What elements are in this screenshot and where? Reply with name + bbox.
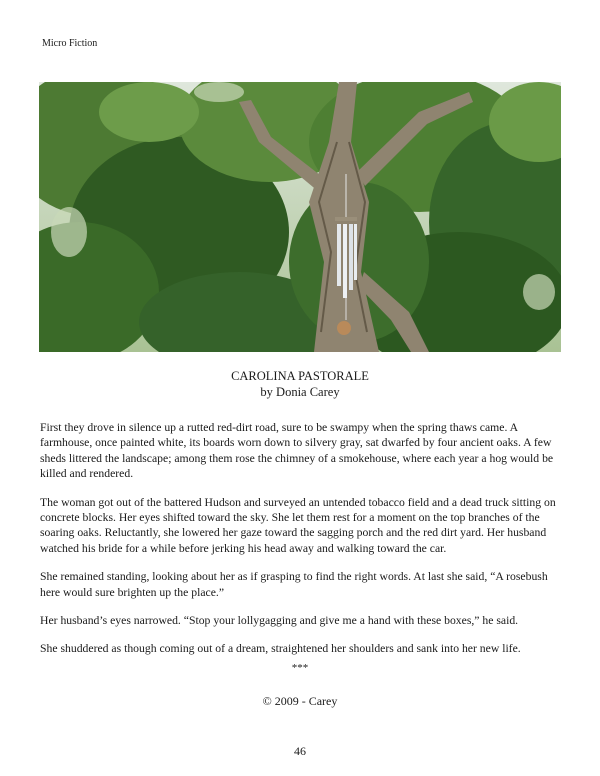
paragraph: Her husband’s eyes narrowed. “Stop your lollygagging and give me a hand with these boxes,” he said. [40, 614, 519, 628]
story-title: CAROLINA PASTORALE [231, 369, 369, 383]
story-body [40, 420, 562, 670]
story-byline: by Donia Carey [260, 385, 340, 399]
paragraph: She shuddered as though coming out of a dream, straightened her shoulders and sank into her new life. [40, 642, 521, 656]
paragraph: First they drove in silence up a rutted red-dirt road, sure to be swampy when the spring thaws came. A farmhouse, once painted white, its boards worn down to silvery gray, sat dwarfed by four ancient oaks. A few sheds littered the landscape; among them rose the chimney of a smokehouse, where each year a hog would be killed and rendered. [40, 421, 554, 481]
copyright-notice: © 2009 - Carey [262, 694, 338, 708]
page-number: 46 [294, 744, 306, 758]
section-separator: *** [291, 662, 309, 674]
story-title-block [0, 368, 600, 400]
tree-with-wind-chime-photo [39, 82, 561, 352]
paragraph: The woman got out of the battered Hudson and surveyed an untended tobacco field and a dead truck sitting on concrete blocks. Her eyes shifted toward the sky. She let them rest for a moment on the top branches of the soaring oaks. Reluctantly, she lowered her gaze toward the sagging porch and the red dirt yard. Her husband watched his bride for a while before jerking his head away and walking toward the car. [40, 495, 556, 555]
paragraph: She remained standing, looking about her as if grasping to find the right words. At last she said, “A rosebush here would sure brighten up the place.” [40, 570, 548, 599]
section-header: Micro Fiction [42, 38, 98, 49]
